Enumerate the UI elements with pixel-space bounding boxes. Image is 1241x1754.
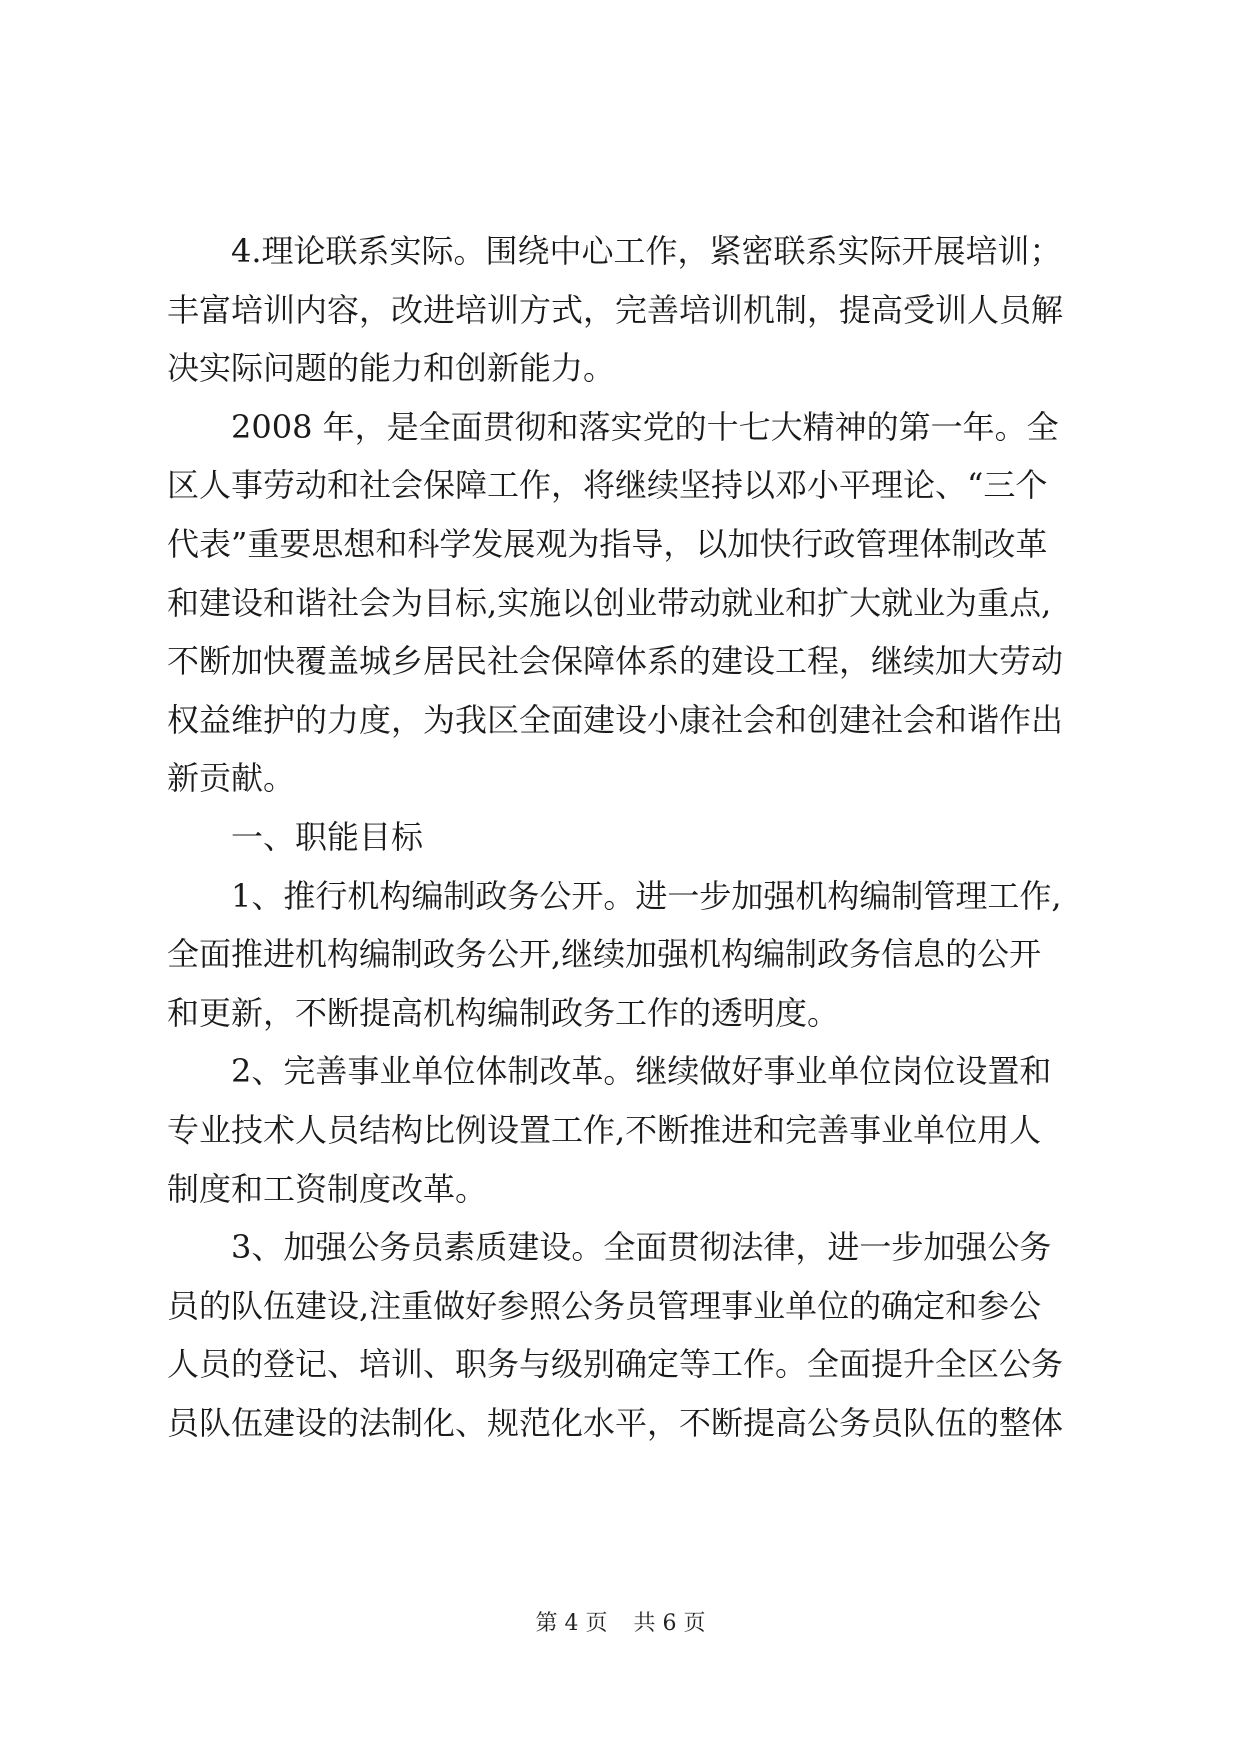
body-line: 员队伍建设的法制化、规范化水平，不断提高公务员队伍的整体 <box>167 1403 1064 1442</box>
body-line: 和建设和谐社会为目标,实施以创业带动就业和扩大就业为重点, <box>167 583 1052 622</box>
body-line: 1、推行机构编制政务公开。进一步加强机构编制管理工作, <box>231 876 1062 915</box>
body-line: 2008 年，是全面贯彻和落实党的十七大精神的第一年。全 <box>231 407 1059 446</box>
body-line: 员的队伍建设,注重做好参照公务员管理事业单位的确定和参公 <box>167 1286 1042 1325</box>
body-line: 不断加快覆盖城乡居民社会保障体系的建设工程，继续加大劳动 <box>167 642 1064 681</box>
body-line: 决实际问题的能力和创新能力。 <box>167 349 616 388</box>
body-line: 权益维护的力度，为我区全面建设小康社会和创建社会和谐作出 <box>167 700 1064 739</box>
body-line: 全面推进机构编制政务公开,继续加强机构编制政务信息的公开 <box>167 935 1042 974</box>
body-line: 新贡献。 <box>167 759 296 798</box>
body-line: 代表”重要思想和科学发展观为指导，以加快行政管理体制改革 <box>167 524 1048 563</box>
body-line: 制度和工资制度改革。 <box>167 1169 488 1208</box>
page-number-current: 第 4 页 <box>535 1611 608 1636</box>
page-number-total: 共 6 页 <box>633 1611 706 1636</box>
body-line: 2、完善事业单位体制改革。继续做好事业单位岗位设置和 <box>231 1052 1052 1091</box>
section-heading: 一、职能目标 <box>231 817 424 856</box>
body-line: 人员的登记、培训、职务与级别确定等工作。全面提升全区公务 <box>167 1345 1064 1384</box>
body-line: 3、加强公务员素质建设。全面贯彻法律，进一步加强公务 <box>231 1228 1052 1267</box>
document-body <box>167 222 1097 1452</box>
body-line: 丰富培训内容，改进培训方式，完善培训机制，提高受训人员解 <box>167 290 1064 329</box>
body-line: 专业技术人员结构比例设置工作,不断推进和完善事业单位用人 <box>167 1110 1042 1149</box>
body-line: 4.理论联系实际。围绕中心工作，紧密联系实际开展培训； <box>231 232 1062 270</box>
body-line: 区人事劳动和社会保障工作，将继续坚持以邓小平理论、“三个 <box>167 466 1048 505</box>
page-footer <box>0 1609 1241 1639</box>
body-line: 和更新，不断提高机构编制政务工作的透明度。 <box>167 993 840 1032</box>
